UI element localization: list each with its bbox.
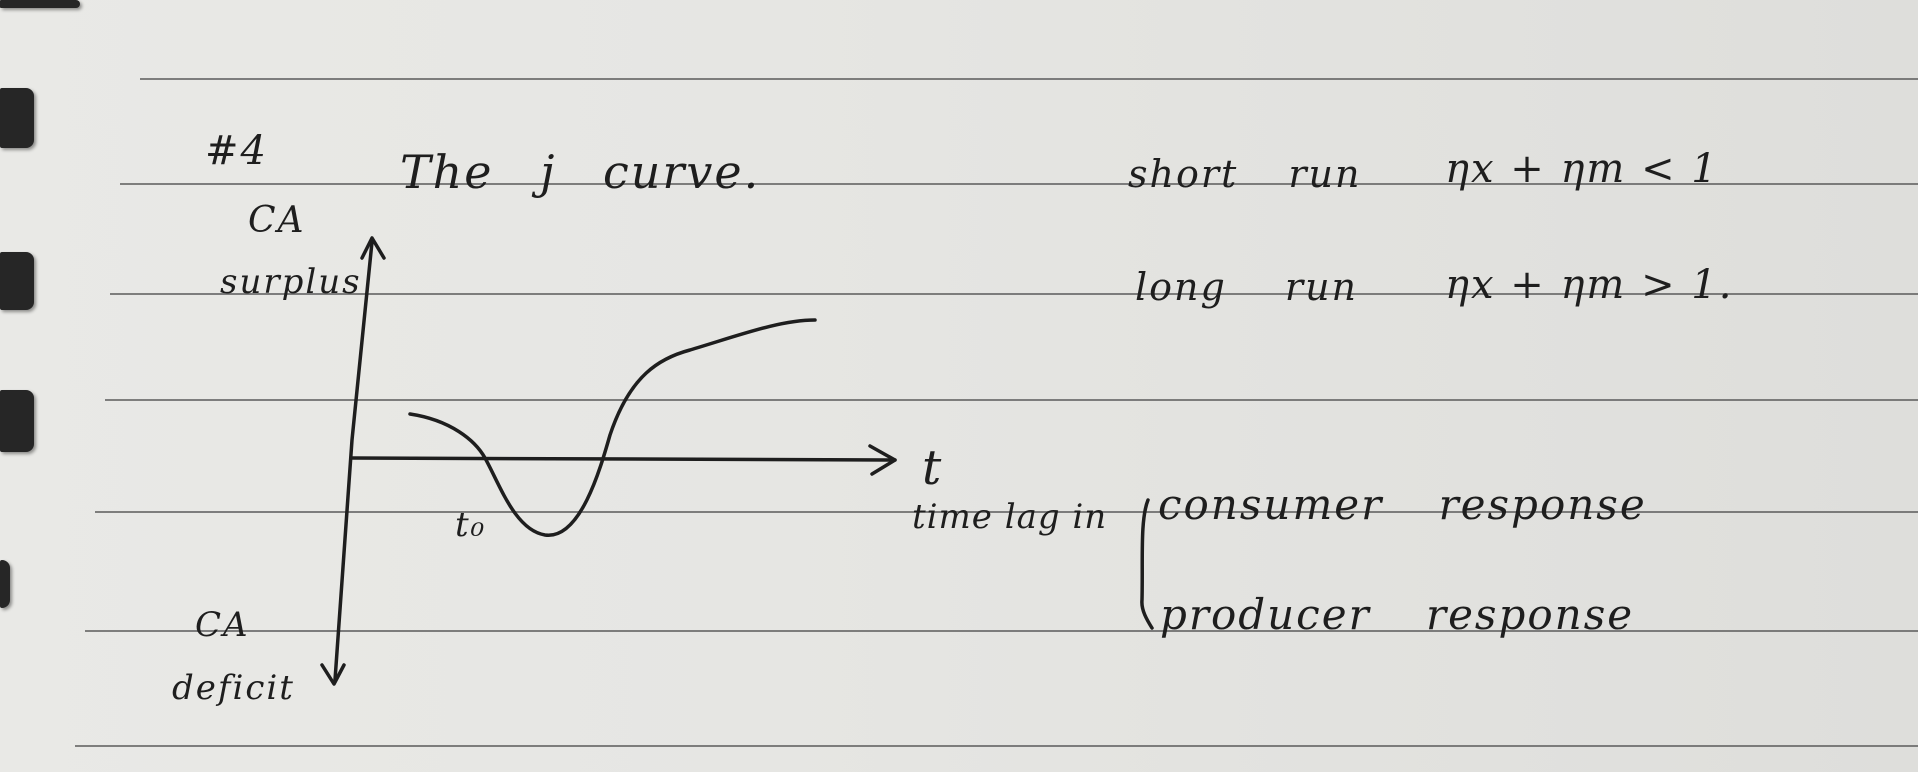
x-axis (352, 458, 895, 460)
time-lag-note: time lag in (912, 497, 1108, 537)
consumer-response-note: consumer response (1158, 480, 1647, 529)
time-lag-brace (1142, 500, 1152, 628)
page-title: The j curve. (400, 145, 761, 199)
long-run-condition: ηx + ηm > 1. (1445, 262, 1734, 308)
producer-response-note: producer response (1160, 590, 1635, 639)
j-curve-line (410, 320, 815, 535)
t0-label: t₀ (455, 505, 487, 545)
y-axis-bottom-label: CA (195, 605, 250, 645)
y-axis-top-label: CA (248, 200, 306, 241)
y-axis-bottom-sublabel: deficit (172, 668, 295, 708)
y-axis-arrow-down (322, 665, 344, 684)
y-axis (335, 242, 372, 680)
long-run-label: long run (1135, 265, 1359, 309)
y-axis-top-sublabel: surplus (220, 262, 362, 302)
short-run-condition: ηx + ηm < 1 (1445, 146, 1719, 192)
problem-number: #4 (205, 128, 268, 174)
x-axis-label: t (922, 440, 944, 496)
short-run-label: short run (1128, 152, 1362, 196)
